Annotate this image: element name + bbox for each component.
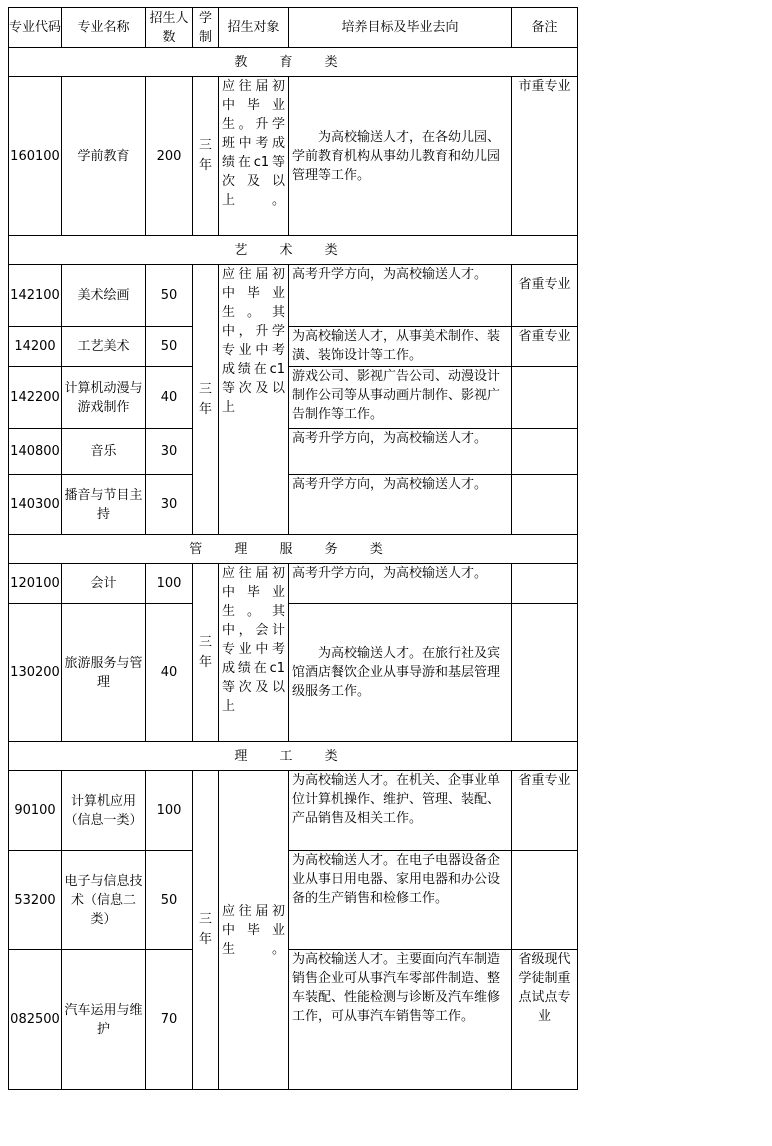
row-name: 音乐	[62, 429, 146, 475]
table-row	[9, 77, 578, 236]
table-row	[9, 327, 578, 367]
table-row	[9, 564, 578, 604]
category-management: 管 理 服 务 类	[9, 535, 578, 564]
row-note: 省重专业	[512, 771, 578, 851]
row-duration: 三年	[193, 564, 219, 742]
row-goal: 高考升学方向，为高校输送人才。	[289, 429, 512, 475]
row-goal: 为高校输送人才。在电子电器设备企业从事日用电器、家用电器和办公设备的生产销售和检修工作。	[289, 851, 512, 950]
row-target: 应往届初中毕业生。其中，升学专业中考成绩在c1等次及以上	[219, 265, 289, 535]
row-name: 电子与信息技术（信息二类）	[62, 851, 146, 950]
table-row	[9, 950, 578, 1090]
category-arts: 艺 术 类	[9, 236, 578, 265]
row-code: 53200	[9, 851, 62, 950]
row-name: 学前教育	[62, 77, 146, 236]
row-code: 140300	[9, 475, 62, 535]
table-row	[9, 851, 578, 950]
header-note: 备注	[512, 8, 578, 48]
row-note: 省级现代学徒制重点试点专业	[512, 950, 578, 1090]
row-duration: 三年	[193, 77, 219, 236]
row-goal: 高考升学方向，为高校输送人才。	[289, 564, 512, 604]
row-goal: 游戏公司、影视广告公司、动漫设计制作公司等从事动画片制作、影视广告制作等工作。	[289, 367, 512, 429]
row-count: 40	[146, 604, 193, 742]
row-count: 200	[146, 77, 193, 236]
header-name: 专业名称	[62, 8, 146, 48]
row-count: 30	[146, 475, 193, 535]
row-count: 50	[146, 327, 193, 367]
category-education: 教 育 类	[9, 48, 578, 77]
row-target: 应往届初中毕业生。升学班中考成绩在c1等次及以上。	[219, 77, 289, 236]
row-code: 082500	[9, 950, 62, 1090]
row-code: 142200	[9, 367, 62, 429]
row-goal: 为高校输送人才。在旅行社及宾馆酒店餐饮企业从事导游和基层管理级服务工作。	[289, 604, 512, 742]
row-name: 计算机动漫与游戏制作	[62, 367, 146, 429]
row-note	[512, 851, 578, 950]
row-goal: 高考升学方向，为高校输送人才。	[289, 265, 512, 327]
table-row	[9, 475, 578, 535]
header-code: 专业代码	[9, 8, 62, 48]
row-code: 140800	[9, 429, 62, 475]
table-row	[9, 367, 578, 429]
row-note	[512, 429, 578, 475]
row-note	[512, 604, 578, 742]
category-row	[9, 742, 578, 771]
row-goal: 为高校输送人才，在各幼儿园、学前教育机构从事幼儿教育和幼儿园管理等工作。	[289, 77, 512, 236]
row-note	[512, 564, 578, 604]
row-target: 应往届初中毕业生。	[219, 771, 289, 1090]
row-name: 旅游服务与管理	[62, 604, 146, 742]
row-count: 50	[146, 265, 193, 327]
table-row	[9, 265, 578, 327]
row-note	[512, 475, 578, 535]
row-code: 160100	[9, 77, 62, 236]
enrollment-table	[8, 7, 578, 1090]
table-row	[9, 771, 578, 851]
row-note	[512, 367, 578, 429]
row-count: 100	[146, 771, 193, 851]
row-name: 计算机应用（信息一类）	[62, 771, 146, 851]
category-row	[9, 236, 578, 265]
row-count: 50	[146, 851, 193, 950]
row-count: 100	[146, 564, 193, 604]
row-goal: 为高校输送人才。主要面向汽车制造销售企业可从事汽车零部件制造、整车装配、性能检测与诊断及汽车维修工作，可从事汽车销售等工作。	[289, 950, 512, 1090]
table-row	[9, 429, 578, 475]
row-note: 省重专业	[512, 265, 578, 327]
row-duration: 三年	[193, 771, 219, 1090]
row-name: 美术绘画	[62, 265, 146, 327]
row-count: 40	[146, 367, 193, 429]
row-code: 14200	[9, 327, 62, 367]
header-enroll: 招生人数	[146, 8, 193, 48]
row-target: 应往届初中毕业生。其中，会计专业中考成绩在c1等次及以上	[219, 564, 289, 742]
row-name: 工艺美术	[62, 327, 146, 367]
row-note: 市重专业	[512, 77, 578, 236]
row-code: 142100	[9, 265, 62, 327]
table-row	[9, 604, 578, 742]
header-target: 招生对象	[219, 8, 289, 48]
header-duration: 学制	[193, 8, 219, 48]
category-row	[9, 48, 578, 77]
row-count: 70	[146, 950, 193, 1090]
header-goal: 培养目标及毕业去向	[289, 8, 512, 48]
row-duration: 三年	[193, 265, 219, 535]
row-name: 会计	[62, 564, 146, 604]
row-name: 播音与节目主持	[62, 475, 146, 535]
row-goal: 为高校输送人才，从事美术制作、装潢、装饰设计等工作。	[289, 327, 512, 367]
row-code: 130200	[9, 604, 62, 742]
row-note: 省重专业	[512, 327, 578, 367]
row-code: 90100	[9, 771, 62, 851]
row-goal: 高考升学方向，为高校输送人才。	[289, 475, 512, 535]
row-code: 120100	[9, 564, 62, 604]
category-row	[9, 535, 578, 564]
category-engineering: 理 工 类	[9, 742, 578, 771]
row-name: 汽车运用与维护	[62, 950, 146, 1090]
row-goal: 为高校输送人才。在机关、企事业单位计算机操作、维护、管理、装配、产品销售及相关工作。	[289, 771, 512, 851]
header-row	[9, 8, 578, 48]
row-count: 30	[146, 429, 193, 475]
